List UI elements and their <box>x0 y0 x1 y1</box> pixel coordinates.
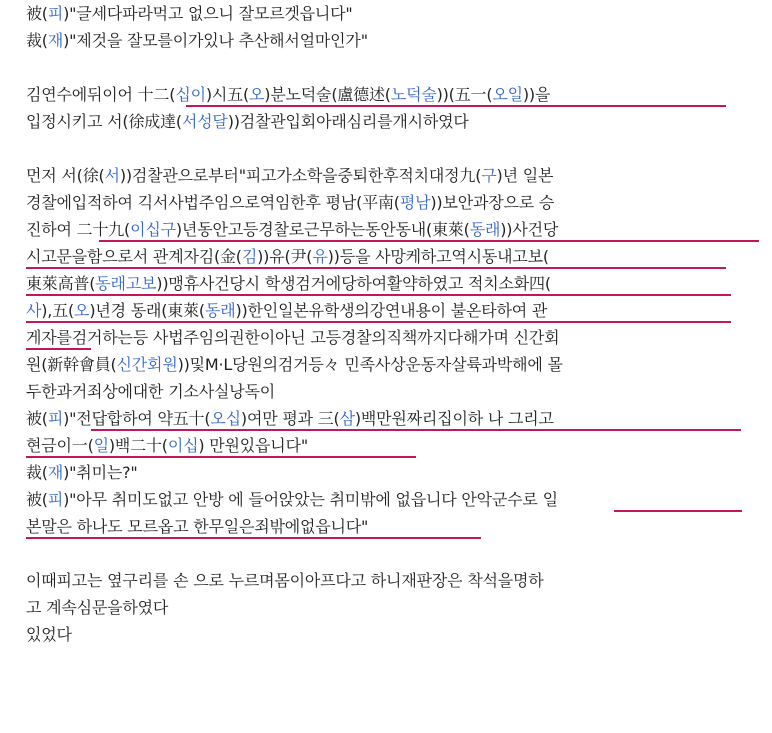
text-line <box>26 459 772 486</box>
underline-mark <box>614 510 742 512</box>
text-line <box>26 216 772 243</box>
text-segment: 고 계속심문을하였다 <box>26 598 169 617</box>
text-segment: 被( <box>26 409 48 428</box>
text-segment: 게자를검거하는등 사법주임의권한이아닌 고등경찰의직책까지다해가며 신간회 <box>26 328 560 347</box>
text-segment: 김연수에뒤이어 十二( <box>26 85 176 104</box>
reading-annotation: 서 <box>104 166 120 185</box>
reading-annotation: 신간회원 <box>116 355 178 374</box>
reading-annotation: 재 <box>47 463 64 482</box>
text-segment: ))한인일본유학생의강연내용이 불온타하여 관 <box>235 301 548 320</box>
text-segment: ))및M·L당원의검거등々 민족사상운동자살륙과박해에 몰 <box>177 355 563 374</box>
text-segment: ))을 <box>522 85 551 104</box>
text-line <box>26 405 772 432</box>
text-segment: )시五( <box>205 85 249 104</box>
text-segment: 東萊高普( <box>26 274 96 293</box>
text-segment: 被( <box>26 4 48 23</box>
text-line <box>26 27 772 54</box>
text-line <box>26 513 772 540</box>
reading-annotation: 동래 <box>204 301 236 320</box>
reading-annotation: 피 <box>47 4 64 23</box>
reading-annotation: 김 <box>241 247 258 266</box>
underline-mark <box>26 456 416 458</box>
underline-mark <box>91 429 741 431</box>
text-segment: 이때피고는 옆구리를 손 으로 누르며몸이아프다고 하니재판장은 착석을명하 <box>26 571 544 590</box>
text-segment: )"취미는?" <box>63 463 138 482</box>
text-line <box>26 324 772 351</box>
text-segment: )백만원짜리집이하 나 그리고 <box>354 409 554 428</box>
text-line <box>26 135 772 162</box>
underline-mark <box>26 537 481 539</box>
reading-annotation: 피 <box>47 490 64 509</box>
text-line <box>26 162 772 189</box>
text-segment: )년동안고등경찰로근무하는동안동내(東萊( <box>175 220 470 239</box>
underline-mark <box>26 294 731 296</box>
reading-annotation: 오 <box>74 301 90 320</box>
text-segment: ))검찰관입회아래심리를개시하였다 <box>227 112 469 131</box>
text-line <box>26 0 772 27</box>
text-segment: ) 만원있읍니다" <box>198 436 308 455</box>
text-line <box>26 81 772 108</box>
reading-annotation: 이십구 <box>130 220 176 239</box>
text-segment: )여만 평과 三( <box>240 409 340 428</box>
underline-mark <box>99 240 759 242</box>
text-segment: 진하여 二十九( <box>26 220 131 239</box>
underline-mark <box>26 267 726 269</box>
text-line <box>26 54 772 81</box>
text-line <box>26 189 772 216</box>
text-segment: 입정시키고 서(徐成達( <box>26 112 182 131</box>
reading-annotation: 삼 <box>339 409 355 428</box>
reading-annotation: 평남 <box>399 193 431 212</box>
text-segment: 시고문을함으로서 관계자김(金( <box>26 247 242 266</box>
reading-annotation: 사 <box>26 301 42 320</box>
text-segment: 본말은 하나도 모르옵고 한무일은죄밖에없읍니다" <box>26 517 369 536</box>
reading-annotation: 오일 <box>492 85 523 104</box>
reading-annotation: 동래 <box>469 220 501 239</box>
text-line <box>26 297 772 324</box>
text-segment: )"글세다파라먹고 없으니 잘모르겟읍니다" <box>63 4 353 23</box>
text-segment: )백二十( <box>108 436 168 455</box>
text-line <box>26 486 772 513</box>
reading-annotation: 오십 <box>210 409 241 428</box>
text-segment: ))유(尹( <box>257 247 313 266</box>
text-segment: ))등을 사망케하고역시동내고보( <box>327 247 549 266</box>
reading-annotation: 재 <box>47 31 64 50</box>
text-segment: ))검찰관으로부터"피고가소학을중퇴한후적치대정九( <box>119 166 482 185</box>
text-segment: ),五( <box>41 301 75 320</box>
text-line <box>26 540 772 567</box>
text-segment: 먼저 서(徐( <box>26 166 105 185</box>
text-segment: ))(五一( <box>436 85 493 104</box>
reading-annotation: 일 <box>93 436 109 455</box>
text-segment: )"제것을 잘모를이가있나 추산해서얼마인가" <box>63 31 368 50</box>
text-segment: 있었다 <box>26 625 72 644</box>
text-segment: )년 일본 <box>496 166 554 185</box>
text-segment: 裁( <box>26 463 48 482</box>
reading-annotation: 구 <box>481 166 497 185</box>
text-line <box>26 243 772 270</box>
underline-mark <box>26 348 91 350</box>
text-segment: )"전답합하여 약五十( <box>63 409 211 428</box>
underline-mark <box>26 321 731 323</box>
reading-annotation: 피 <box>47 409 64 428</box>
text-segment: )분노덕술(盧德述( <box>264 85 391 104</box>
text-segment: 두한과거죄상에대한 기소사실낭독이 <box>26 382 275 401</box>
text-segment: 被( <box>26 490 48 509</box>
text-line <box>26 270 772 297</box>
reading-annotation: 노덕술 <box>390 85 437 104</box>
reading-annotation: 이십 <box>167 436 199 455</box>
text-line <box>26 432 772 459</box>
text-segment: )"아무 취미도없고 안방 에 들어앉았는 취미밖에 없읍니다 안악군수로 일 <box>63 490 558 509</box>
reading-annotation: 십이 <box>175 85 206 104</box>
text-line <box>26 108 772 135</box>
text-line <box>26 594 772 621</box>
text-segment: 현금이一( <box>26 436 94 455</box>
text-segment: ))사건당 <box>500 220 559 239</box>
reading-annotation: 유 <box>312 247 328 266</box>
text-line <box>26 378 772 405</box>
reading-annotation: 동래고보 <box>95 274 157 293</box>
text-line <box>26 567 772 594</box>
reading-annotation: 서성달 <box>181 112 228 131</box>
reading-annotation: 오 <box>248 85 265 104</box>
text-segment: 원(新幹會員( <box>26 355 117 374</box>
text-segment: 경찰에입적하여 긱서사법주임으로역임한후 평남(平南( <box>26 193 400 212</box>
underline-mark <box>186 105 726 107</box>
text-segment: ))보안과장으로 승 <box>430 193 555 212</box>
text-segment: 裁( <box>26 31 48 50</box>
text-line <box>26 621 772 648</box>
text-segment: ))맹휴사건당시 학생검거에당하여활약하였고 적치소화四( <box>156 274 551 293</box>
text-line <box>26 351 772 378</box>
text-segment: )년경 동래(東萊( <box>89 301 205 320</box>
